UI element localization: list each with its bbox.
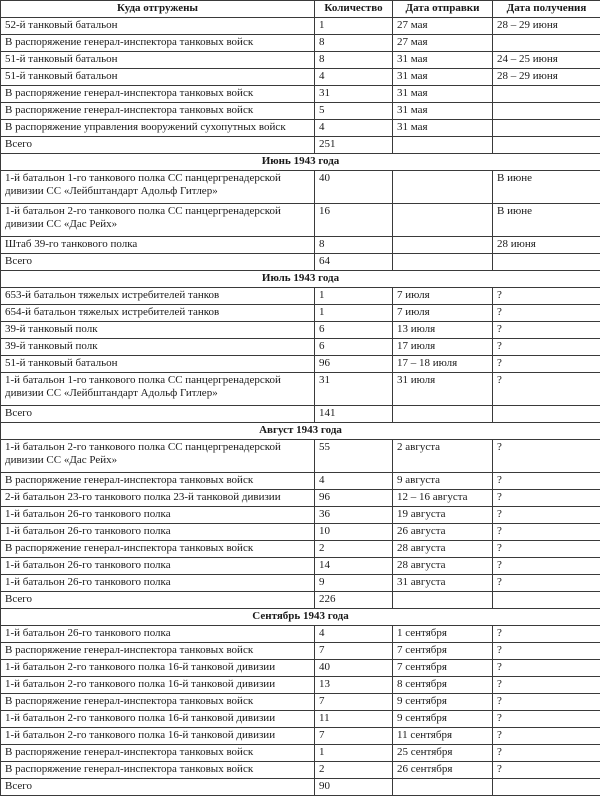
cell-date-received: ? — [493, 541, 600, 558]
cell-quantity: 8 — [315, 52, 393, 69]
cell-destination: В распоряжение генерал-инспектора танковых войск — [1, 643, 315, 660]
cell-date-received: ? — [493, 305, 600, 322]
cell-destination: 1-й батальон 26-го танкового полка — [1, 524, 315, 541]
table-row — [1, 305, 600, 322]
cell-quantity: 9 — [315, 575, 393, 592]
cell-date-sent: 8 сентября — [393, 677, 493, 694]
cell-quantity: 2 — [315, 762, 393, 779]
header-date-sent: Дата отправки — [393, 1, 493, 18]
cell-destination: 39-й танковый полк — [1, 339, 315, 356]
section-header-row — [1, 154, 600, 171]
cell-date-received: ? — [493, 558, 600, 575]
cell-destination: В распоряжение генерал-инспектора танковых войск — [1, 694, 315, 711]
cell-quantity: 4 — [315, 69, 393, 86]
cell-destination: В распоряжение генерал-инспектора танковых войск — [1, 103, 315, 120]
cell-destination: 1-й батальон 26-го танкового полка — [1, 626, 315, 643]
table-row — [1, 35, 600, 52]
table-row — [1, 490, 600, 507]
table-row — [1, 558, 600, 575]
cell-date-sent: 11 сентября — [393, 728, 493, 745]
cell-date-sent: 31 мая — [393, 86, 493, 103]
cell-date-received: 24 – 25 июня — [493, 52, 600, 69]
cell-destination: 1-й батальон 26-го танкового полка — [1, 558, 315, 575]
table-row — [1, 541, 600, 558]
cell-quantity: 4 — [315, 473, 393, 490]
cell-date-sent: 28 августа — [393, 558, 493, 575]
cell-destination: В распоряжение генерал-инспектора танковых войск — [1, 473, 315, 490]
cell-date-sent — [393, 254, 493, 271]
cell-destination: 51-й танковый батальон — [1, 356, 315, 373]
cell-destination: В распоряжение генерал-инспектора танковых войск — [1, 745, 315, 762]
cell-quantity: 16 — [315, 204, 393, 237]
table-row — [1, 171, 600, 204]
cell-date-sent: 12 – 16 августа — [393, 490, 493, 507]
cell-quantity: 64 — [315, 254, 393, 271]
cell-date-received — [493, 86, 600, 103]
cell-date-sent — [393, 779, 493, 796]
cell-destination: Всего — [1, 779, 315, 796]
cell-destination: 1-й батальон 26-го танкового полка — [1, 575, 315, 592]
cell-destination: 2-й батальон 23-го танкового полка 23-й танковой дивизии — [1, 490, 315, 507]
cell-date-sent: 28 августа — [393, 541, 493, 558]
cell-date-received — [493, 406, 600, 423]
cell-quantity: 40 — [315, 171, 393, 204]
table-row — [1, 339, 600, 356]
cell-date-received — [493, 137, 600, 154]
cell-date-sent: 19 августа — [393, 507, 493, 524]
cell-destination: 52-й танковый батальон — [1, 18, 315, 35]
cell-date-sent: 9 сентября — [393, 694, 493, 711]
cell-date-sent: 2 августа — [393, 440, 493, 473]
cell-date-sent: 31 августа — [393, 575, 493, 592]
cell-date-sent: 1 сентября — [393, 626, 493, 643]
cell-destination: Штаб 39-го танкового полка — [1, 237, 315, 254]
cell-date-received: ? — [493, 507, 600, 524]
cell-destination: В распоряжение генерал-инспектора танковых войск — [1, 35, 315, 52]
cell-quantity: 40 — [315, 660, 393, 677]
cell-date-received: 28 июня — [493, 237, 600, 254]
cell-quantity: 10 — [315, 524, 393, 541]
table-row — [1, 524, 600, 541]
cell-date-sent: 7 сентября — [393, 643, 493, 660]
cell-quantity: 7 — [315, 643, 393, 660]
cell-destination: Всего — [1, 406, 315, 423]
cell-date-received: ? — [493, 660, 600, 677]
table-row — [1, 473, 600, 490]
section-header-row — [1, 609, 600, 626]
cell-quantity: 141 — [315, 406, 393, 423]
table-row — [1, 103, 600, 120]
table-row — [1, 745, 600, 762]
cell-date-received — [493, 103, 600, 120]
cell-date-sent: 31 мая — [393, 69, 493, 86]
cell-date-received: ? — [493, 322, 600, 339]
cell-date-received: ? — [493, 288, 600, 305]
cell-date-received: 28 – 29 июня — [493, 69, 600, 86]
cell-date-sent — [393, 237, 493, 254]
cell-date-received: В июне — [493, 204, 600, 237]
table-row — [1, 694, 600, 711]
cell-date-received — [493, 779, 600, 796]
cell-destination: 39-й танковый полк — [1, 322, 315, 339]
cell-destination: 1-й батальон 26-го танкового полка — [1, 507, 315, 524]
cell-destination: 1-й батальон 2-го танкового полка 16-й танковой дивизии — [1, 711, 315, 728]
cell-destination: 1-й батальон 2-го танкового полка 16-й танковой дивизии — [1, 660, 315, 677]
cell-quantity: 5 — [315, 103, 393, 120]
cell-destination: 1-й батальон 1-го танкового полка СС панцергренадерской дивизии СС «Лейбштандарт Адольф Гитлер» — [1, 171, 315, 204]
cell-date-received: ? — [493, 440, 600, 473]
cell-date-sent: 25 сентября — [393, 745, 493, 762]
cell-quantity: 1 — [315, 305, 393, 322]
cell-quantity: 7 — [315, 728, 393, 745]
table-row — [1, 237, 600, 254]
cell-date-sent — [393, 406, 493, 423]
cell-date-sent: 27 мая — [393, 18, 493, 35]
cell-date-received — [493, 592, 600, 609]
table-row — [1, 677, 600, 694]
section-title: Июнь 1943 года — [1, 154, 600, 171]
cell-date-sent: 9 сентября — [393, 711, 493, 728]
cell-quantity: 1 — [315, 18, 393, 35]
cell-quantity: 251 — [315, 137, 393, 154]
cell-date-received — [493, 254, 600, 271]
cell-date-sent: 7 июля — [393, 288, 493, 305]
table-row — [1, 762, 600, 779]
table-row — [1, 728, 600, 745]
cell-destination: 653-й батальон тяжелых истребителей танков — [1, 288, 315, 305]
table-row — [1, 440, 600, 473]
table-row — [1, 204, 600, 237]
table-row — [1, 288, 600, 305]
cell-quantity: 8 — [315, 237, 393, 254]
cell-date-received: ? — [493, 643, 600, 660]
cell-date-received: ? — [493, 473, 600, 490]
cell-quantity: 36 — [315, 507, 393, 524]
cell-destination: 1-й батальон 2-го танкового полка СС панцергренадерской дивизии СС «Дас Рейх» — [1, 204, 315, 237]
cell-quantity: 31 — [315, 86, 393, 103]
cell-quantity: 7 — [315, 694, 393, 711]
table-row — [1, 18, 600, 35]
table-row — [1, 626, 600, 643]
cell-date-received: ? — [493, 356, 600, 373]
cell-destination: 1-й батальон 1-го танкового полка СС панцергренадерской дивизии СС «Лейбштандарт Адольф Гитлер» — [1, 373, 315, 406]
cell-date-sent — [393, 592, 493, 609]
cell-date-sent: 13 июля — [393, 322, 493, 339]
cell-date-received: ? — [493, 762, 600, 779]
cell-date-received: 28 – 29 июня — [493, 18, 600, 35]
section-title: Июль 1943 года — [1, 271, 600, 288]
table-row — [1, 575, 600, 592]
table-row — [1, 373, 600, 406]
section-header-row — [1, 271, 600, 288]
cell-date-received: ? — [493, 339, 600, 356]
total-row — [1, 592, 600, 609]
cell-destination: 51-й танковый батальон — [1, 69, 315, 86]
table-row — [1, 69, 600, 86]
cell-date-received: ? — [493, 711, 600, 728]
total-row — [1, 254, 600, 271]
cell-date-received: ? — [493, 626, 600, 643]
table-row — [1, 356, 600, 373]
cell-quantity: 96 — [315, 356, 393, 373]
cell-date-sent: 31 июля — [393, 373, 493, 406]
cell-date-sent: 26 сентября — [393, 762, 493, 779]
cell-date-sent: 7 июля — [393, 305, 493, 322]
cell-date-received: ? — [493, 490, 600, 507]
cell-date-sent: 9 августа — [393, 473, 493, 490]
cell-quantity: 4 — [315, 120, 393, 137]
cell-quantity: 31 — [315, 373, 393, 406]
cell-date-received: В июне — [493, 171, 600, 204]
cell-date-sent: 31 мая — [393, 103, 493, 120]
header-quantity: Количество — [315, 1, 393, 18]
cell-date-sent: 17 июля — [393, 339, 493, 356]
table-row — [1, 120, 600, 137]
cell-date-sent — [393, 204, 493, 237]
cell-quantity: 11 — [315, 711, 393, 728]
cell-quantity: 14 — [315, 558, 393, 575]
cell-destination: 51-й танковый батальон — [1, 52, 315, 69]
section-title: Сентябрь 1943 года — [1, 609, 600, 626]
table-row — [1, 322, 600, 339]
table-row — [1, 711, 600, 728]
cell-date-received: ? — [493, 677, 600, 694]
section-title: Август 1943 года — [1, 423, 600, 440]
cell-date-sent — [393, 137, 493, 154]
cell-quantity: 90 — [315, 779, 393, 796]
cell-date-received: ? — [493, 745, 600, 762]
cell-date-received: ? — [493, 728, 600, 745]
cell-destination: 654-й батальон тяжелых истребителей танков — [1, 305, 315, 322]
cell-destination: В распоряжение генерал-инспектора танковых войск — [1, 86, 315, 103]
cell-quantity: 1 — [315, 288, 393, 305]
cell-quantity: 2 — [315, 541, 393, 558]
cell-quantity: 96 — [315, 490, 393, 507]
header-date-received: Дата получения — [493, 1, 600, 18]
cell-quantity: 6 — [315, 322, 393, 339]
cell-destination: Всего — [1, 254, 315, 271]
cell-date-sent: 31 мая — [393, 52, 493, 69]
table-body — [1, 18, 600, 796]
cell-date-received: ? — [493, 694, 600, 711]
cell-quantity: 226 — [315, 592, 393, 609]
table-header-row — [1, 1, 600, 18]
cell-date-received: ? — [493, 373, 600, 406]
cell-destination: Всего — [1, 592, 315, 609]
section-header-row — [1, 423, 600, 440]
cell-date-sent — [393, 171, 493, 204]
table-row — [1, 507, 600, 524]
table-row — [1, 643, 600, 660]
cell-date-received: ? — [493, 575, 600, 592]
total-row — [1, 779, 600, 796]
cell-date-received: ? — [493, 524, 600, 541]
total-row — [1, 137, 600, 154]
cell-date-sent: 26 августа — [393, 524, 493, 541]
cell-quantity: 6 — [315, 339, 393, 356]
cell-quantity: 13 — [315, 677, 393, 694]
cell-destination: В распоряжение генерал-инспектора танковых войск — [1, 541, 315, 558]
cell-date-sent: 17 – 18 июля — [393, 356, 493, 373]
cell-quantity: 8 — [315, 35, 393, 52]
cell-destination: Всего — [1, 137, 315, 154]
cell-quantity: 4 — [315, 626, 393, 643]
table-row — [1, 52, 600, 69]
cell-destination: В распоряжение генерал-инспектора танковых войск — [1, 762, 315, 779]
cell-quantity: 55 — [315, 440, 393, 473]
cell-destination: 1-й батальон 2-го танкового полка СС панцергренадерской дивизии СС «Дас Рейх» — [1, 440, 315, 473]
cell-date-received — [493, 120, 600, 137]
cell-date-sent: 27 мая — [393, 35, 493, 52]
cell-date-sent: 31 мая — [393, 120, 493, 137]
cell-destination: 1-й батальон 2-го танкового полка 16-й танковой дивизии — [1, 677, 315, 694]
table-row — [1, 660, 600, 677]
table-row — [1, 86, 600, 103]
cell-date-received — [493, 35, 600, 52]
total-row — [1, 406, 600, 423]
header-destination: Куда отгружены — [1, 1, 315, 18]
cell-date-sent: 7 сентября — [393, 660, 493, 677]
cell-quantity: 1 — [315, 745, 393, 762]
cell-destination: 1-й батальон 2-го танкового полка 16-й танковой дивизии — [1, 728, 315, 745]
cell-destination: В распоряжение управления вооружений сухопутных войск — [1, 120, 315, 137]
